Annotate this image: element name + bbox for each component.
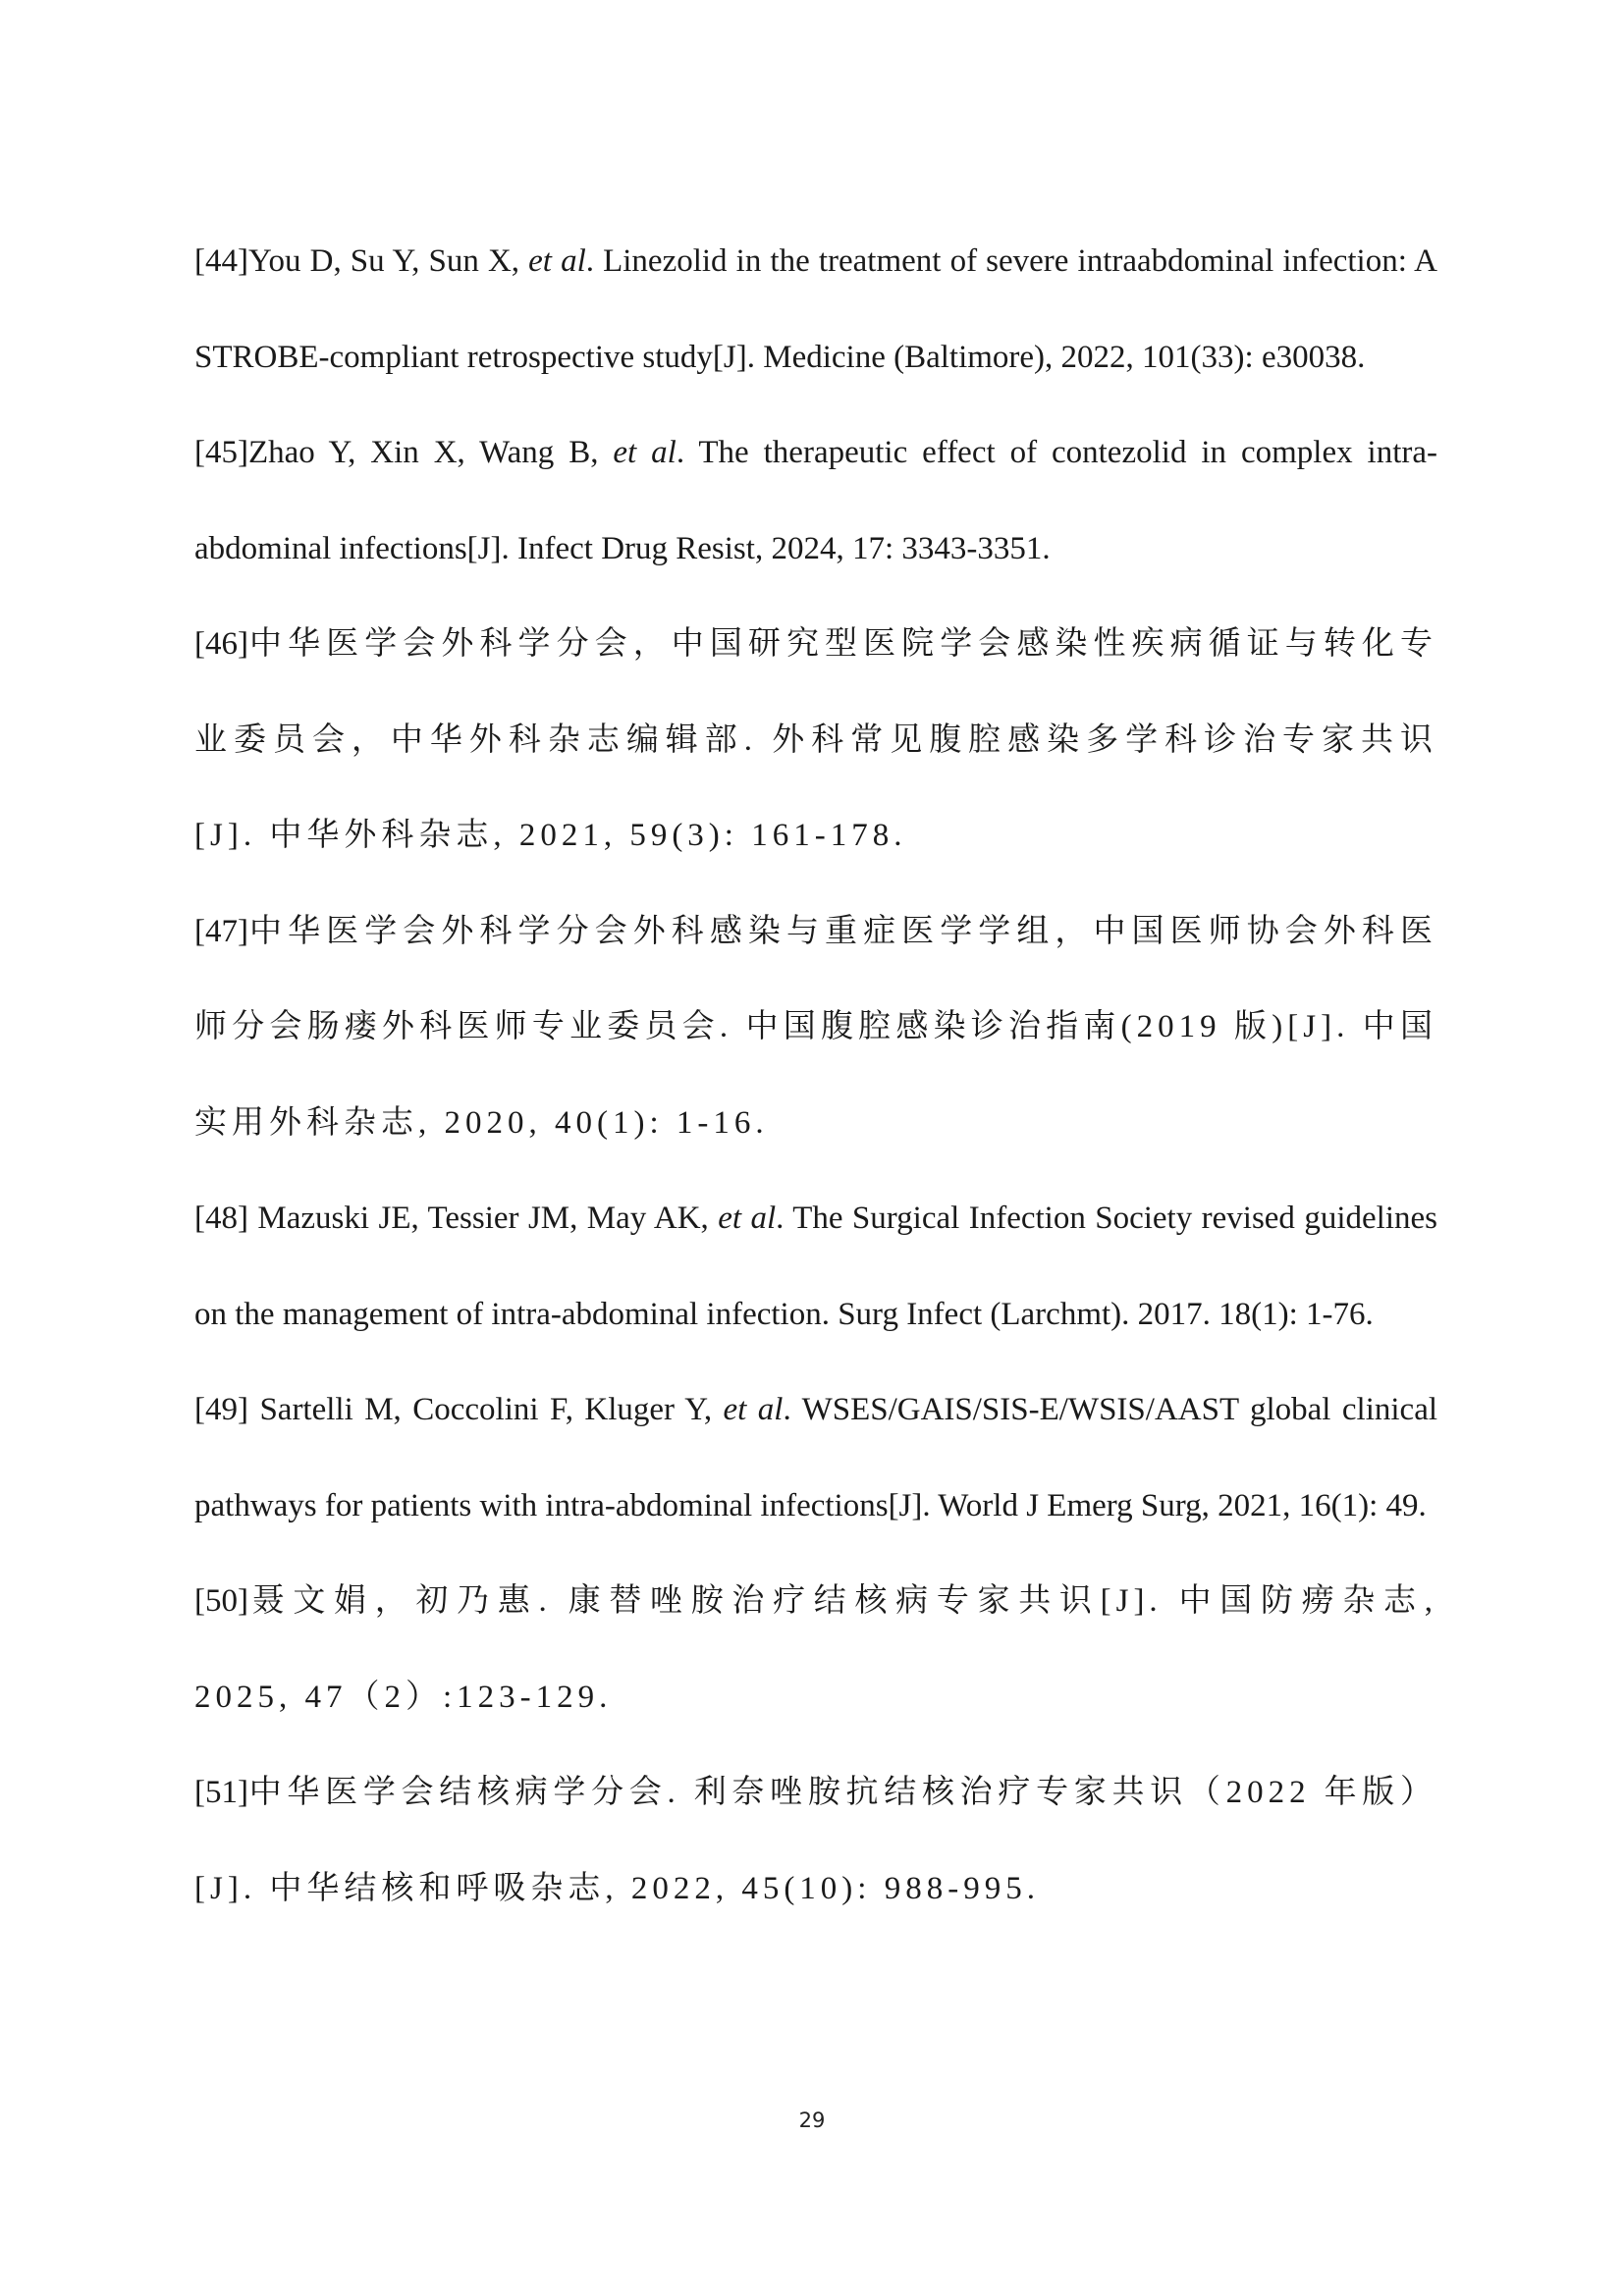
reference-etal: et al [613, 435, 677, 470]
reference-item-49 [194, 1362, 1437, 1554]
reference-item-46 [194, 597, 1437, 884]
reference-body: 中华医学会结核病学分会. 利奈唑胺抗结核治疗专家共识（2022 年版）[J]. 中华结核和呼吸杂志, 2022, 45(10): 988-995. [194, 1775, 1437, 1906]
reference-id: [50] [194, 1583, 248, 1619]
page-number: 29 [798, 2109, 826, 2132]
reference-id: [49] [194, 1392, 260, 1427]
reference-item-44 [194, 214, 1437, 405]
reference-id: [45] [194, 435, 248, 470]
reference-item-47 [194, 884, 1437, 1172]
reference-body: 中华医学会外科学分会外科感染与重症医学学组，中国医师协会外科医师分会肠瘘外科医师专业委员会. 中国腹腔感染诊治指南(2019 版)[J]. 中国实用外科杂志, 2020, 40(1): 1-16. [194, 913, 1437, 1141]
reference-authors: Sartelli M, Coccolini F, Kluger Y, [259, 1392, 724, 1427]
reference-authors: Zhao Y, Xin X, Wang B, [247, 435, 614, 470]
reference-item-50 [194, 1554, 1437, 1745]
reference-id: [51] [194, 1775, 248, 1810]
reference-body: . The Surgical Infection Society revised guidelines on the management of intra-abdominal infection. Surg Infect (Larchmt). 2017. 18(1): 1-76. [194, 1201, 1437, 1332]
reference-id: [44] [194, 243, 248, 279]
reference-id: [46] [194, 626, 248, 662]
reference-authors: You D, Su Y, Sun X, [247, 243, 529, 279]
reference-id: [47] [194, 913, 248, 949]
reference-item-48 [194, 1171, 1437, 1362]
reference-item-45 [194, 405, 1437, 597]
reference-body: 聂文娟，初乃惠. 康替唑胺治疗结核病专家共识[J]. 中国防痨杂志, 2025, 47（2）:123-129. [194, 1583, 1437, 1715]
reference-body: 中华医学会外科学分会，中国研究型医院学会感染性疾病循证与转化专业委员会，中华外科杂志编辑部. 外科常见腹腔感染多学科诊治专家共识[J]. 中华外科杂志, 2021, 59(3): 161-178. [194, 626, 1437, 853]
reference-etal: et al [528, 243, 586, 279]
reference-body: . Linezolid in the treatment of severe intraabdominal infection: A STROBE-compliant retrospective study[J]. Medicine (Baltimore), 2022, 101(33): e30038. [194, 243, 1437, 375]
reference-body: . The therapeutic effect of contezolid in complex intra-abdominal infections[J]. Infect Drug Resist, 2024, 17: 3343-3351. [194, 435, 1438, 566]
reference-etal: et al [723, 1392, 784, 1427]
reference-body: . WSES/GAIS/SIS-E/WSIS/AAST global clinical pathways for patients with intra-abdominal infections[J]. World J Emerg Surg, 2021, 16(1): 49. [194, 1392, 1438, 1523]
reference-id: [48] [194, 1201, 258, 1236]
reference-list [194, 214, 1437, 1937]
reference-item-51 [194, 1745, 1437, 1937]
reference-etal: et al [718, 1201, 777, 1236]
reference-authors: Mazuski JE, Tessier JM, May AK, [257, 1201, 719, 1236]
